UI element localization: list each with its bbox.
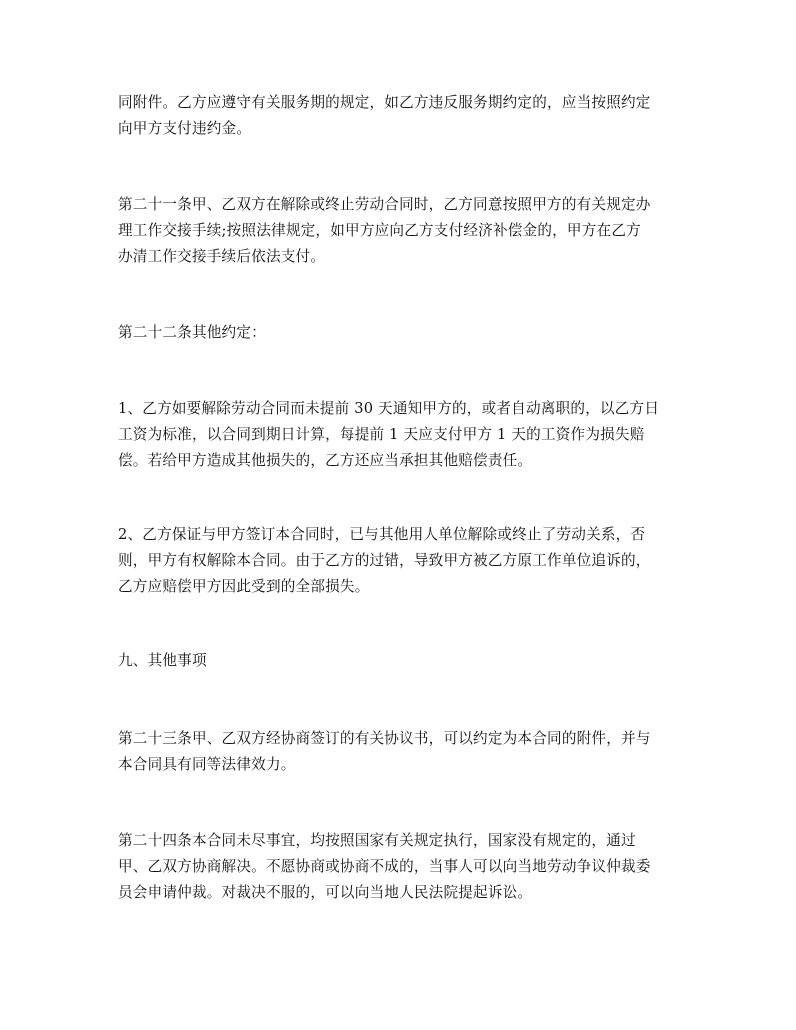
paragraph-clause-2 xyxy=(118,522,684,600)
paragraph-article-23 xyxy=(118,726,684,778)
text-line: 第二十四条本合同未尽事宜，均按照国家有关规定执行，国家没有规定的，通过 xyxy=(118,832,636,849)
paragraph-clause-1 xyxy=(118,396,684,474)
text-line: 向甲方支付违约金。 xyxy=(118,120,252,137)
text-line: 第二十二条其他约定： xyxy=(118,324,266,341)
text-line: 第二十三条甲、乙双方经协商签订的有关协议书，可以约定为本合同的附件，并与 xyxy=(118,730,651,747)
text-line: 则，甲方有权解除本合同。由于乙方的过错，导致甲方被乙方原工作单位追诉的， xyxy=(118,552,651,569)
text-line: 2、乙方保证与甲方签订本合同时，已与其他用人单位解除或终止了劳动关系，否 xyxy=(118,526,646,543)
paragraph-article-21 xyxy=(118,192,684,270)
text-line: 办清工作交接手续后依法支付。 xyxy=(118,248,326,265)
text-line: 1、乙方如要解除劳动合同而未提前 30 天通知甲方的，或者自动离职的，以乙方日 xyxy=(118,400,660,417)
text-line: 同附件。乙方应遵守有关服务期的规定，如乙方违反服务期约定的，应当按照约定 xyxy=(118,94,651,111)
text-line: 理工作交接手续;按照法律规定，如甲方应向乙方支付经济补偿金的，甲方在乙方 xyxy=(118,222,641,239)
text-line: 甲、乙双方协商解决。不愿协商或协商不成的，当事人可以向当地劳动争议仲裁委 xyxy=(118,858,651,875)
paragraph-article-24 xyxy=(118,828,684,906)
text-line: 乙方应赔偿甲方因此受到的全部损失。 xyxy=(118,578,370,595)
paragraph-service-period-continuation xyxy=(118,90,684,142)
text-line: 本合同具有同等法律效力。 xyxy=(118,756,296,773)
text-line: 工资为标准，以合同到期日计算，每提前 1 天应支付甲方 1 天的工资作为损失赔 xyxy=(118,426,645,443)
paragraph-article-22 xyxy=(118,320,684,346)
text-line: 九、其他事项 xyxy=(118,652,207,669)
text-line: 员会申请仲裁。对裁决不服的，可以向当地人民法院提起诉讼。 xyxy=(118,884,533,901)
section-heading-other-matters xyxy=(118,648,684,674)
text-line: 偿。若给甲方造成其他损失的，乙方还应当承担其他赔偿责任。 xyxy=(118,452,533,469)
text-line: 第二十一条甲、乙双方在解除或终止劳动合同时，乙方同意按照甲方的有关规定办 xyxy=(118,196,651,213)
